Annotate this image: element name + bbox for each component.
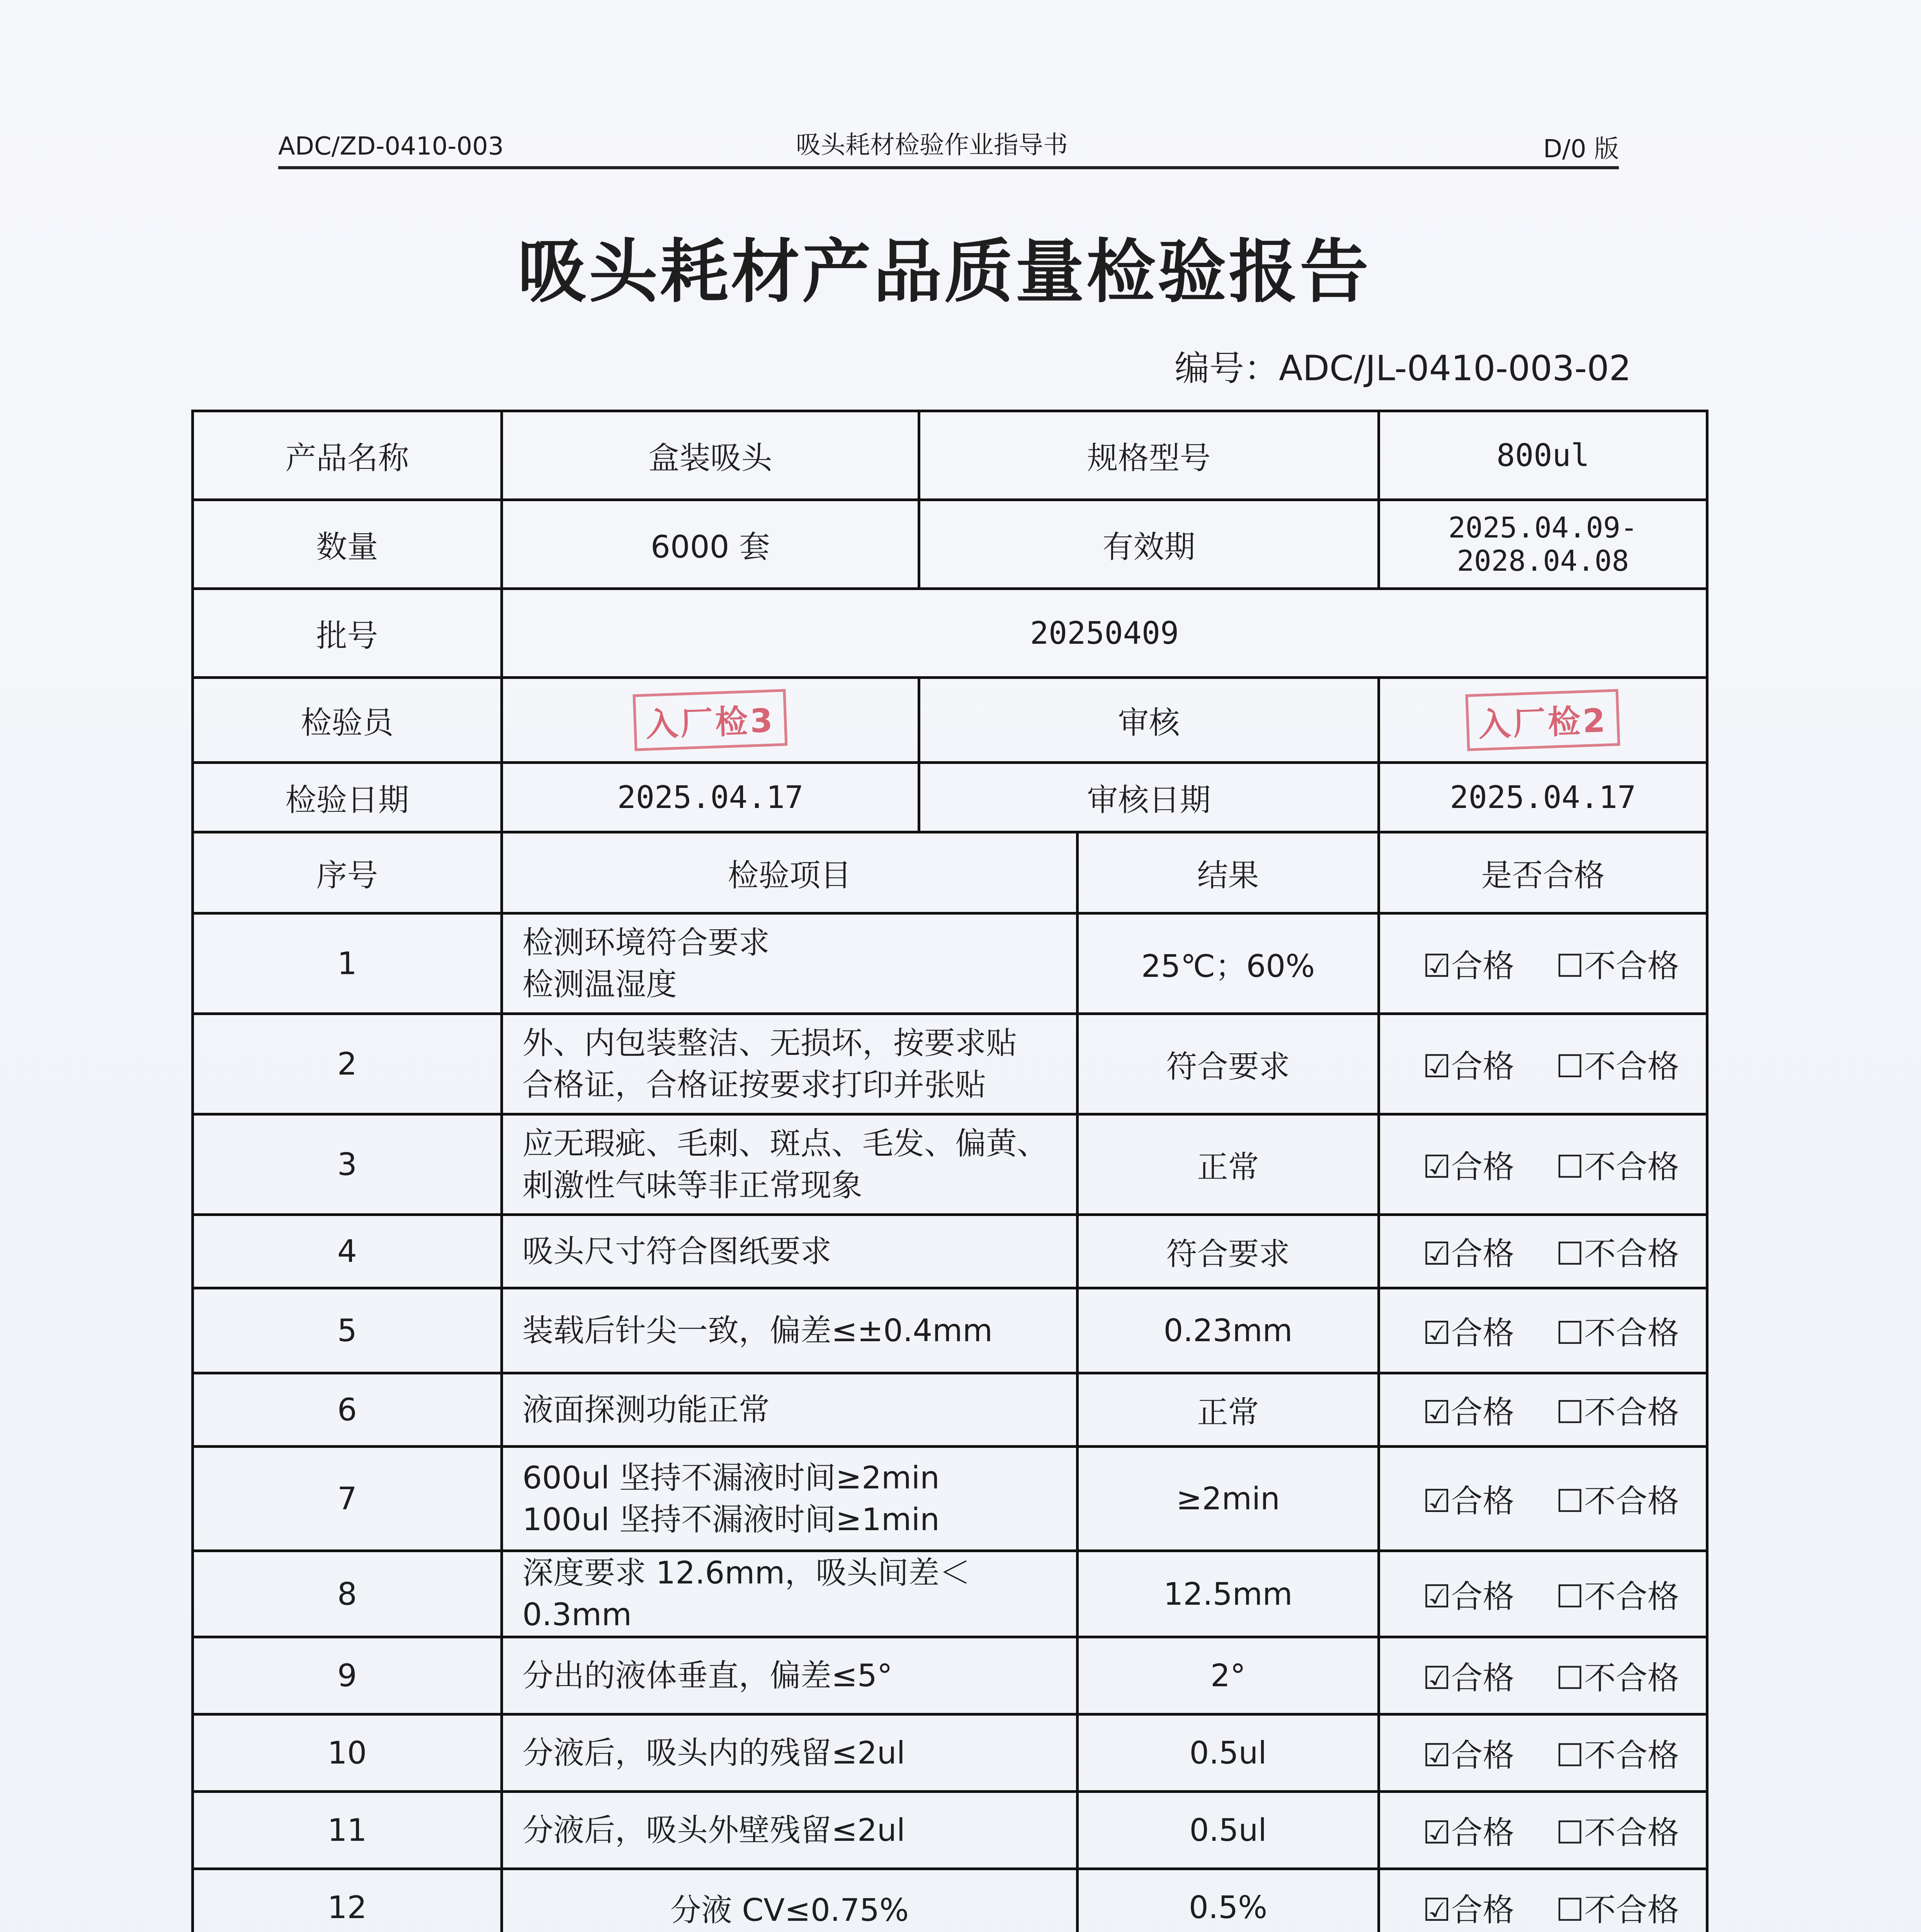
- info-row: [193, 411, 1707, 500]
- pass-checkbox: ☑合格: [1423, 1737, 1515, 1774]
- info-row: [193, 678, 1707, 763]
- review-stamp-cell: [1379, 678, 1707, 763]
- row-number: 12: [193, 1869, 502, 1932]
- row-pass-status: [1379, 1373, 1707, 1447]
- table-row: [193, 1869, 1707, 1932]
- row-number: 8: [193, 1551, 502, 1637]
- fail-checkbox: ☐不合格: [1556, 1048, 1679, 1085]
- row-pass-status: [1379, 1014, 1707, 1114]
- row-item: 600ul 坚持不漏液时间≥2min 100ul 坚持不漏液时间≥1min: [502, 1447, 1078, 1551]
- row-number: 5: [193, 1288, 502, 1373]
- row-item: 装载后针尖一致，偏差≤±0.4mm: [502, 1288, 1078, 1373]
- row-pass-status: [1379, 1551, 1707, 1637]
- row-pass-status: [1379, 1869, 1707, 1932]
- document-number: 编号：ADC/JL-0410-003-02: [1175, 348, 1631, 389]
- row-item: 深度要求 12.6mm，吸头间差＜0.3mm: [502, 1551, 1078, 1637]
- document-header: [278, 112, 1619, 169]
- fail-checkbox: ☐不合格: [1556, 1737, 1679, 1774]
- table-row: [193, 913, 1707, 1014]
- pass-checkbox: ☑合格: [1423, 1048, 1515, 1085]
- header-version: D/0 版: [1543, 135, 1619, 163]
- row-number: 10: [193, 1714, 502, 1792]
- row-number: 7: [193, 1447, 502, 1551]
- row-pass-status: [1379, 1288, 1707, 1373]
- column-item: 检验项目: [502, 832, 1078, 913]
- value-quantity: 6000 套: [502, 500, 919, 589]
- row-result: 25℃；60%: [1078, 913, 1379, 1014]
- row-result: 0.5ul: [1078, 1792, 1379, 1869]
- row-result: 0.5ul: [1078, 1714, 1379, 1792]
- value-product-name: 盒装吸头: [502, 411, 919, 500]
- fail-checkbox: ☐不合格: [1556, 1315, 1679, 1352]
- table-row: [193, 1215, 1707, 1288]
- row-result: 符合要求: [1078, 1215, 1379, 1288]
- value-spec: 800ul: [1379, 411, 1707, 500]
- pass-checkbox: ☑合格: [1423, 1578, 1515, 1615]
- row-result: 12.5mm: [1078, 1551, 1379, 1637]
- value-review-date: 2025.04.17: [1379, 763, 1707, 832]
- row-result: 2°: [1078, 1637, 1379, 1714]
- pass-checkbox: ☑合格: [1423, 1315, 1515, 1352]
- column-header-row: [193, 832, 1707, 913]
- label-batch: 批号: [193, 589, 502, 678]
- label-inspector: 检验员: [193, 678, 502, 763]
- row-item: 分出的液体垂直，偏差≤5°: [502, 1637, 1078, 1714]
- row-item: 分液 CV≤0.75%: [502, 1869, 1078, 1932]
- row-item: 分液后，吸头外壁残留≤2ul: [502, 1792, 1078, 1869]
- review-stamp: 入厂检2: [1465, 689, 1620, 751]
- row-result: 0.5%: [1078, 1869, 1379, 1932]
- fail-checkbox: ☐不合格: [1556, 948, 1679, 985]
- pass-checkbox: ☑合格: [1423, 1815, 1515, 1851]
- label-spec: 规格型号: [919, 411, 1379, 500]
- row-result: 符合要求: [1078, 1014, 1379, 1114]
- row-item: 吸头尺寸符合图纸要求: [502, 1215, 1078, 1288]
- row-pass-status: [1379, 1215, 1707, 1288]
- row-result: 正常: [1078, 1114, 1379, 1215]
- row-item: 分液后，吸头内的残留≤2ul: [502, 1714, 1078, 1792]
- row-number: 6: [193, 1373, 502, 1447]
- inspection-table: [191, 410, 1708, 1932]
- pass-checkbox: ☑合格: [1423, 948, 1515, 985]
- fail-checkbox: ☐不合格: [1556, 1578, 1679, 1615]
- fail-checkbox: ☐不合格: [1556, 1892, 1679, 1929]
- label-quantity: 数量: [193, 500, 502, 589]
- fail-checkbox: ☐不合格: [1556, 1394, 1679, 1431]
- table-row: [193, 1114, 1707, 1215]
- info-row: [193, 500, 1707, 589]
- table-row: [193, 1288, 1707, 1373]
- inspector-stamp: 入厂检3: [633, 689, 788, 751]
- info-row: [193, 589, 1707, 678]
- fail-checkbox: ☐不合格: [1556, 1149, 1679, 1185]
- fail-checkbox: ☐不合格: [1556, 1236, 1679, 1272]
- row-number: 1: [193, 913, 502, 1014]
- column-result: 结果: [1078, 832, 1379, 913]
- row-pass-status: [1379, 1792, 1707, 1869]
- pass-checkbox: ☑合格: [1423, 1660, 1515, 1697]
- table-row: [193, 1792, 1707, 1869]
- row-number: 9: [193, 1637, 502, 1714]
- row-item: 液面探测功能正常: [502, 1373, 1078, 1447]
- header-title: 吸头耗材检验作业指导书: [796, 131, 1068, 160]
- label-review-date: 审核日期: [919, 763, 1379, 832]
- row-item: 检测环境符合要求 检测温湿度: [502, 913, 1078, 1014]
- table-row: [193, 1373, 1707, 1447]
- column-no: 序号: [193, 832, 502, 913]
- column-pass: 是否合格: [1379, 832, 1707, 913]
- header-code: ADC/ZD-0410-003: [278, 132, 504, 161]
- label-inspect-date: 检验日期: [193, 763, 502, 832]
- value-batch: 20250409: [502, 589, 1707, 678]
- pass-checkbox: ☑合格: [1423, 1892, 1515, 1929]
- pass-checkbox: ☑合格: [1423, 1483, 1515, 1520]
- row-pass-status: [1379, 913, 1707, 1014]
- pass-checkbox: ☑合格: [1423, 1236, 1515, 1272]
- inspector-stamp-cell: [502, 678, 919, 763]
- row-result: 0.23mm: [1078, 1288, 1379, 1373]
- row-item: 应无瑕疵、毛刺、斑点、毛发、偏黄、 刺激性气味等非正常现象: [502, 1114, 1078, 1215]
- row-number: 2: [193, 1014, 502, 1114]
- label-product-name: 产品名称: [193, 411, 502, 500]
- inspection-rows: [193, 913, 1707, 1932]
- row-result: 正常: [1078, 1373, 1379, 1447]
- pass-checkbox: ☑合格: [1423, 1394, 1515, 1431]
- fail-checkbox: ☐不合格: [1556, 1815, 1679, 1851]
- pass-checkbox: ☑合格: [1423, 1149, 1515, 1185]
- fail-checkbox: ☐不合格: [1556, 1660, 1679, 1697]
- table-row: [193, 1714, 1707, 1792]
- row-item: 外、内包装整洁、无损坏，按要求贴 合格证，合格证按要求打印并张贴: [502, 1014, 1078, 1114]
- row-pass-status: [1379, 1714, 1707, 1792]
- row-result: ≥2min: [1078, 1447, 1379, 1551]
- info-row: [193, 763, 1707, 832]
- table-row: [193, 1447, 1707, 1551]
- table-row: [193, 1637, 1707, 1714]
- label-validity: 有效期: [919, 500, 1379, 589]
- row-pass-status: [1379, 1114, 1707, 1215]
- fail-checkbox: ☐不合格: [1556, 1483, 1679, 1520]
- label-review: 审核: [919, 678, 1379, 763]
- row-number: 3: [193, 1114, 502, 1215]
- row-number: 4: [193, 1215, 502, 1288]
- row-pass-status: [1379, 1637, 1707, 1714]
- value-validity: 2025.04.09-2028.04.08: [1379, 500, 1707, 589]
- report-title: 吸头耗材产品质量检验报告: [518, 231, 1371, 312]
- table-row: [193, 1014, 1707, 1114]
- table-row: [193, 1551, 1707, 1637]
- row-number: 11: [193, 1792, 502, 1869]
- row-pass-status: [1379, 1447, 1707, 1551]
- value-inspect-date: 2025.04.17: [502, 763, 919, 832]
